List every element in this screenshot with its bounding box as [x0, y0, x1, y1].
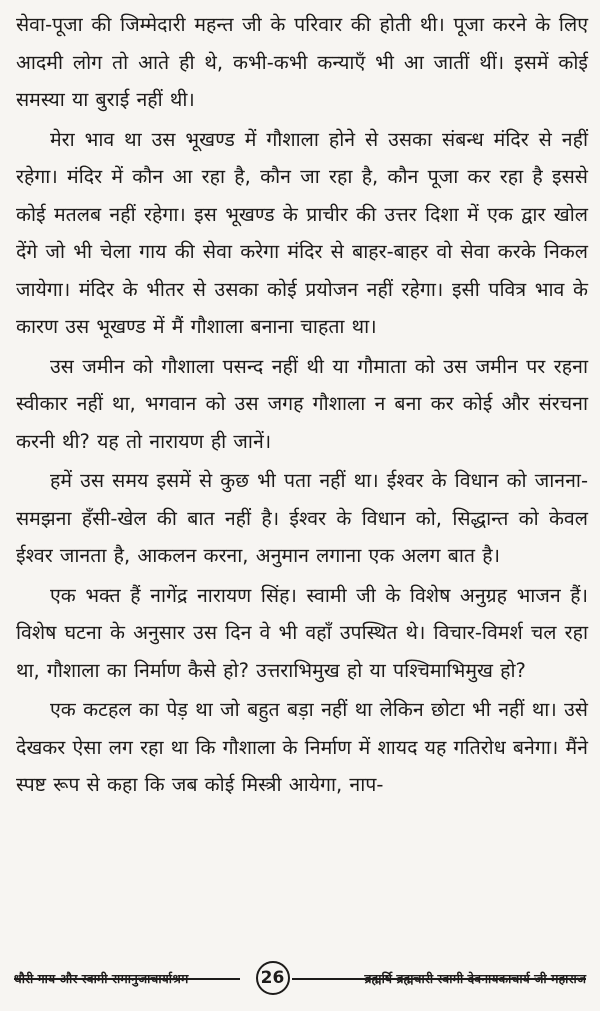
footer-author: ब्रह्मर्षि ब्रह्मचारी स्वामी देवनायकाचार्य जी महाराज: [364, 970, 586, 986]
footer-book-title: धौरी गाय और स्वामी रामानुजाचार्याश्रम: [14, 970, 189, 986]
paragraph-3: उस जमीन को गौशाला पसन्द नहीं थी या गौमाता को उस जमीन पर रहना स्वीकार नहीं था, भगवान को उस जगह गौशाला न बना कर कोई और संरचना करनी थी? यह तो नारायण ही जानें।: [16, 354, 588, 453]
paragraph-2: मेरा भाव था उस भूखण्ड में गौशाला होने से उसका संबन्ध मंदिर से नहीं रहेगा। मंदिर में कौन आ रहा है, कौन जा रहा है, कौन पूजा कर रहा है इससे कोई मतलब नहीं रहेगा। इस भूखण्ड के प्राचीर की उत्तर दिशा में एक द्वार खोल देंगे जो भी चेला गाय की सेवा करेगा मंदिर से बाहर-बाहर वो सेवा करके निकल जायेगा। मंदिर के भीतर से उसका कोई प्रयोजन नहीं रहेगा। इसी पवित्र भाव के कारण उस भूखण्ड में मैं गौशाला बनाना चाहता था।: [16, 127, 588, 338]
paragraph-6: एक कटहल का पेड़ था जो बहुत बड़ा नहीं था लेकिन छोटा भी नहीं था। उसे देखकर ऐसा लग रहा था कि गौशाला के निर्माण में शायद यह गतिरोध बनेगा। मैंने स्पष्ट रूप से कहा कि जब कोई मिस्त्री आयेगा, नाप-: [16, 698, 588, 796]
paragraph-5: एक भक्त हैं नागेंद्र नारायण सिंह। स्वामी जी के विशेष अनुग्रह भाजन हैं। विशेष घटना के अनुसार उस दिन वे भी वहाँ उपस्थित थे। विचार-विमर्श चल रहा था, गौशाला का निर्माण कैसे हो? उत्तराभिमुख हो या पश्चिमाभिमुख हो?: [16, 583, 588, 682]
paragraph-4: हमें उस समय इसमें से कुछ भी पता नहीं था। ईश्वर के विधान को जानना-समझना हँसी-खेल की बात नहीं है। ईश्वर के विधान को, सिद्धान्त को केवल ईश्वर जानता है, आकलन करना, अनुमान लगाना एक अलग बात है।: [16, 469, 588, 567]
body-text: [16, 6, 588, 804]
page-footer: [14, 960, 586, 996]
page-number: 26: [256, 961, 290, 995]
paragraph-1: सेवा-पूजा की जिम्मेदारी महन्त जी के परिवार की होती थी। पूजा करने के लिए आदमी लोग तो आते ही थे, कभी-कभी कन्याएँ भी आ जातीं थीं। इसमें कोई समस्या या बुराई नहीं थी।: [16, 13, 588, 111]
